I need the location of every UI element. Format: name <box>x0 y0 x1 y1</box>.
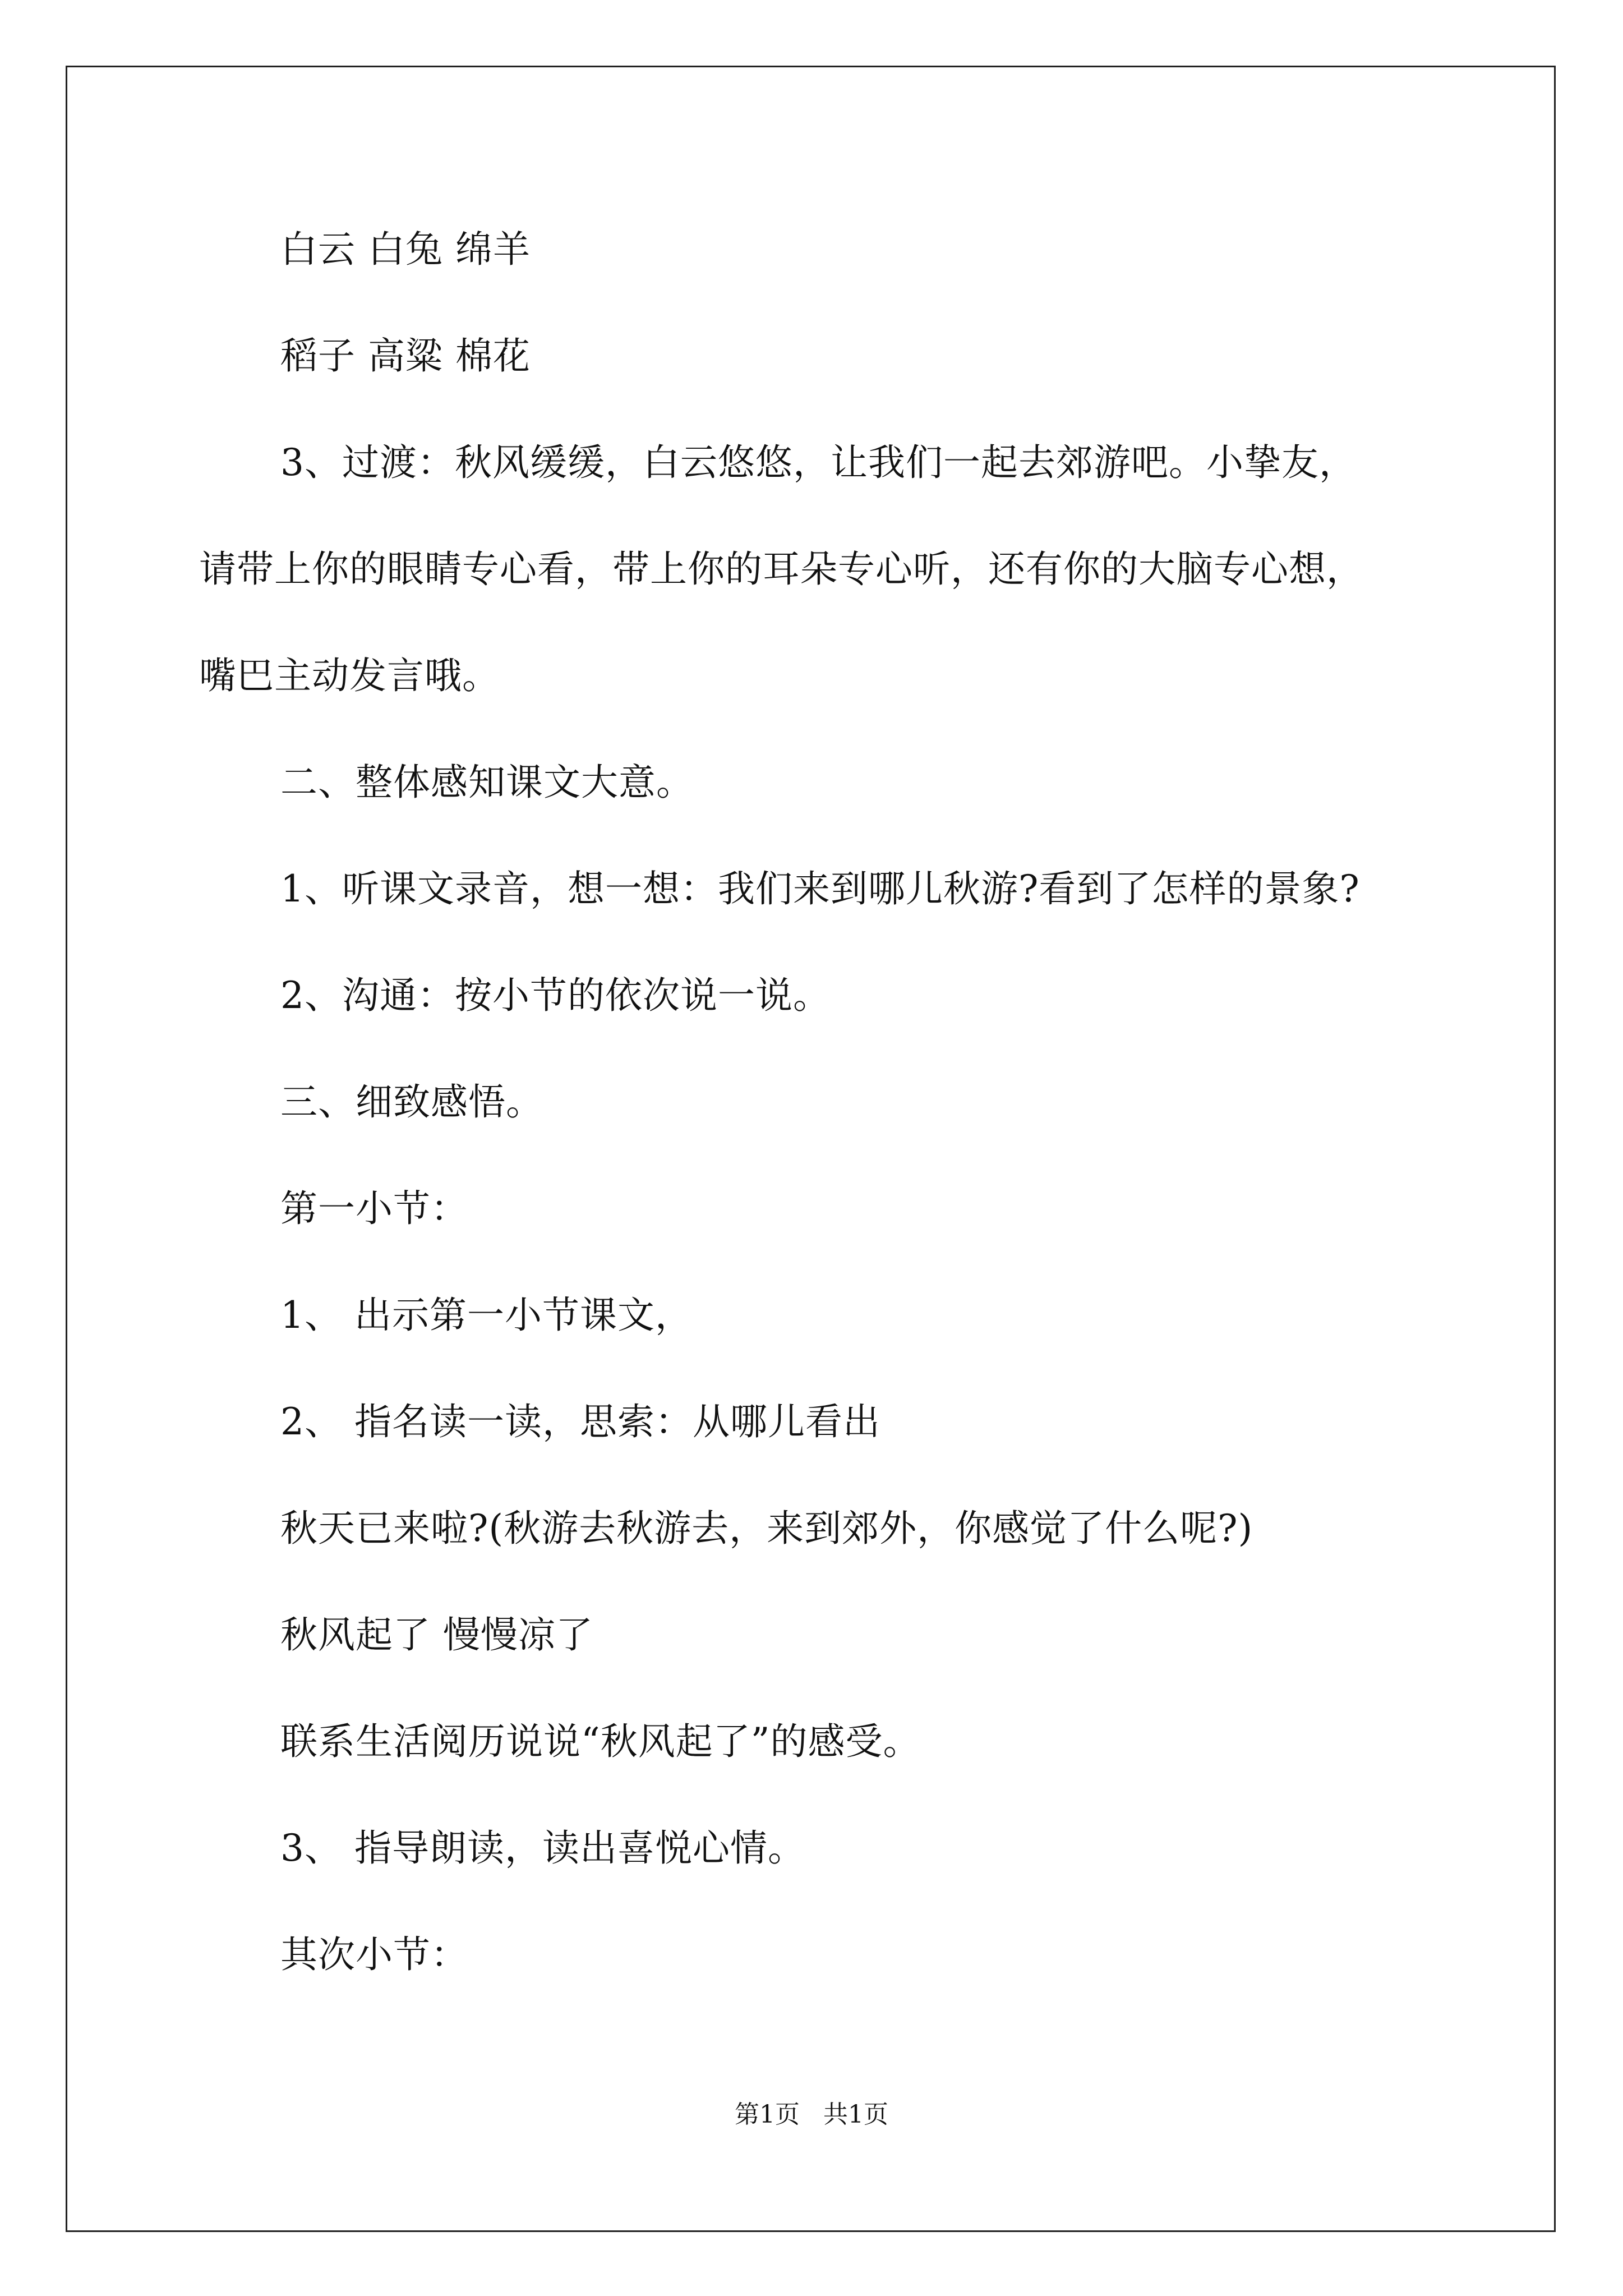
section-heading: 三、细致感悟。 <box>280 1080 543 1124</box>
subsection-heading: 其次小节： <box>280 1933 468 1976</box>
text-line: 白云 白兔 绵羊 <box>280 228 531 271</box>
text-line: 联系生活阅历说说“秋风起了”的感受。 <box>280 1720 921 1763</box>
text-line: 嘴巴主动发言哦。 <box>199 654 500 697</box>
text-line: 秋风起了 慢慢凉了 <box>280 1613 593 1657</box>
text-line: 2、 指名读一读，思索：从哪儿看出 <box>280 1400 880 1443</box>
text-line: 3、 指导朗读，读出喜悦心情。 <box>280 1826 805 1870</box>
text-line: 秋天已来啦?(秋游去秋游去，来到郊外，你感觉了什么呢?) <box>280 1507 1253 1550</box>
page-number-footer: 第1页 共1页 <box>735 2100 888 2129</box>
subsection-heading: 第一小节： <box>280 1187 468 1230</box>
text-line: 1、听课文录音，想一想：我们来到哪儿秋游?看到了怎样的景象? <box>280 867 1360 910</box>
text-line: 3、过渡：秋风缓缓，白云悠悠，让我们一起去郊游吧。小挚友， <box>280 441 1357 484</box>
text-line: 1、 出示第一小节课文， <box>280 1294 693 1337</box>
text-line: 2、沟通：按小节的依次说一说。 <box>280 974 831 1017</box>
text-line: 请带上你的眼睛专心看，带上你的耳朵专心听，还有你的大脑专心想， <box>199 547 1364 591</box>
page-border <box>66 66 1556 2232</box>
text-line: 稻子 高粱 棉花 <box>280 334 531 378</box>
section-heading: 二、整体感知课文大意。 <box>280 761 694 804</box>
